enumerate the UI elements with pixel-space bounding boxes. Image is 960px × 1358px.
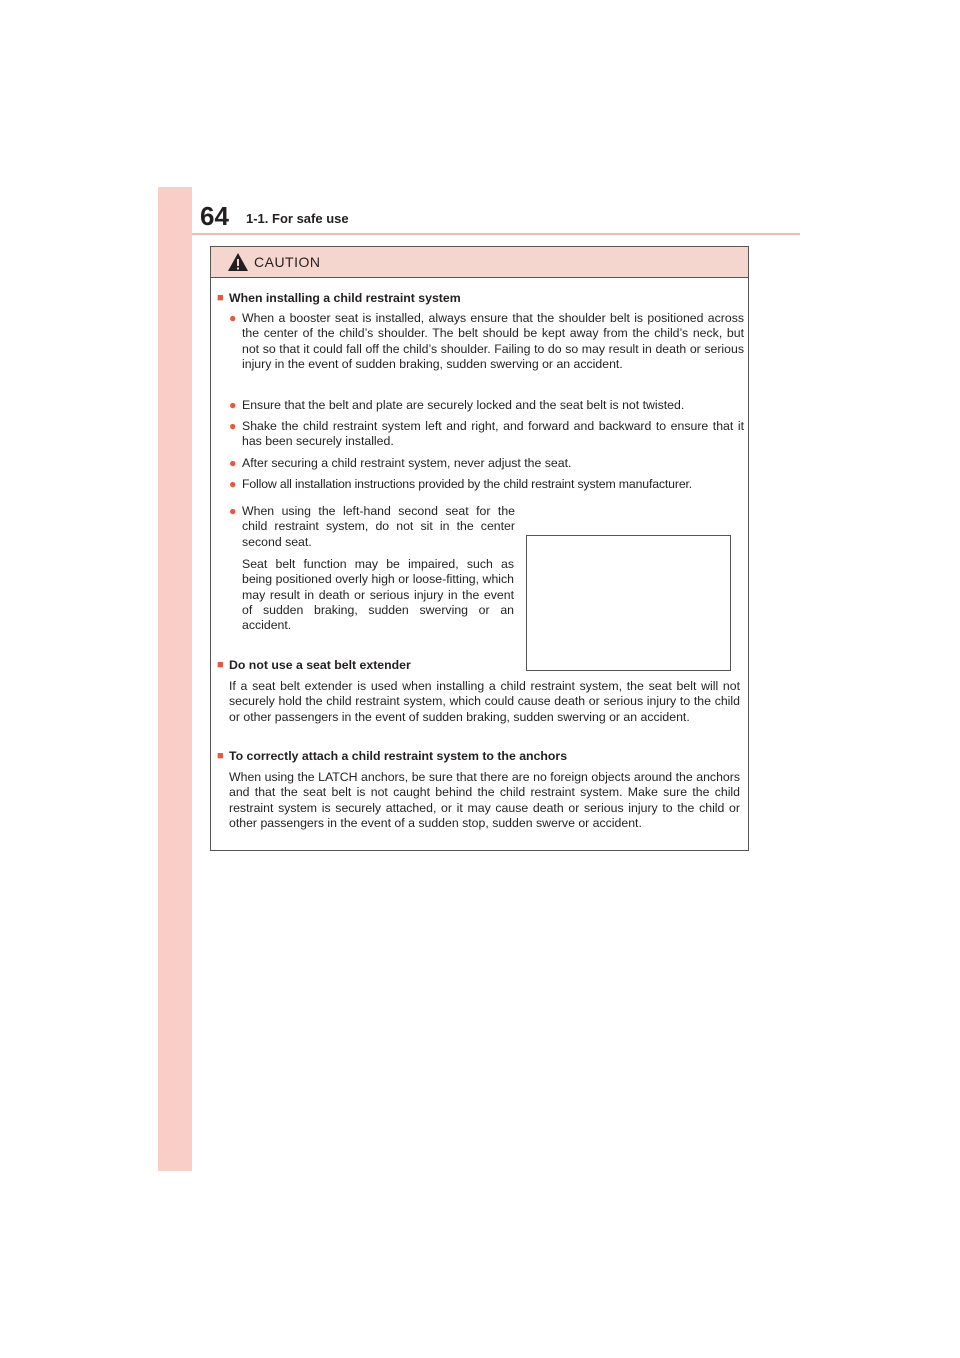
circle-bullet-icon: ●: [229, 477, 237, 491]
circle-bullet-icon: ●: [229, 398, 237, 412]
warning-triangle-icon: [227, 252, 249, 272]
list-item: ● After securing a child restraint system, never adjust the seat.: [229, 456, 572, 470]
header-rule: [192, 233, 800, 235]
heading-installing: ■ When installing a child restraint system: [217, 291, 461, 305]
circle-bullet-icon: ●: [229, 504, 237, 518]
section-title: 1-1. For safe use: [246, 211, 349, 226]
circle-bullet-icon: ●: [229, 419, 237, 433]
seat-illustration-placeholder: [526, 535, 731, 671]
circle-bullet-icon: ●: [229, 456, 237, 470]
circle-bullet-icon: ●: [229, 311, 237, 325]
caution-header: [211, 247, 748, 278]
heading-extender: ■ Do not use a seat belt extender: [217, 658, 411, 672]
square-marker-icon: ■: [217, 659, 224, 671]
side-tab-bar: [158, 187, 192, 1171]
caution-label: CAUTION: [254, 254, 321, 270]
caution-box: [210, 246, 749, 851]
heading-anchors: ■ To correctly attach a child restraint system to the anchors: [217, 749, 568, 763]
extender-text: If a seat belt extender is used when installing a child restraint system, the seat belt will not securely hold the child restraint system, which could cause death or serious injury to the child or other passengers in the event of sudden braking, sudden swerving or an accident.: [229, 679, 740, 724]
square-marker-icon: ■: [217, 750, 224, 762]
page-number: 64: [200, 201, 229, 231]
square-marker-icon: ■: [217, 292, 224, 304]
list-item: ● When a booster seat is installed, always ensure that the shoulder belt is positioned across the center of the child’s shoulder. The belt should be kept away from the child’s neck, but not so that it could fall off the child’s shoulder. Failing to do so may result in death or serious injury in the event of sudden braking, sudden swerving or an accident.: [229, 311, 744, 371]
list-item: ● Follow all installation instructions provided by the child restraint system manufacturer.: [229, 477, 693, 491]
anchors-text: When using the LATCH anchors, be sure that there are no foreign objects around the anchors and that the seat belt is not caught behind the child restraint system. Make sure the child restraint system is securely attached, or it may cause death or serious injury to the child or other passengers in the event of a sudden stop, sudden swerve or accident.: [229, 770, 740, 830]
bullet-continuation: Seat belt function may be impaired, such as being positioned overly high or loose-fitting, which may result in death or serious injury in the event of sudden braking, sudden swerving or an accident.: [242, 557, 514, 633]
list-item: ● When using the left-hand second seat for the child restraint system, do not sit in the center second seat.: [229, 504, 515, 549]
list-item: ● Shake the child restraint system left and right, and forward and backward to ensure that it has been securely installed.: [229, 419, 744, 449]
list-item: ● Ensure that the belt and plate are securely locked and the seat belt is not twisted.: [229, 398, 685, 412]
